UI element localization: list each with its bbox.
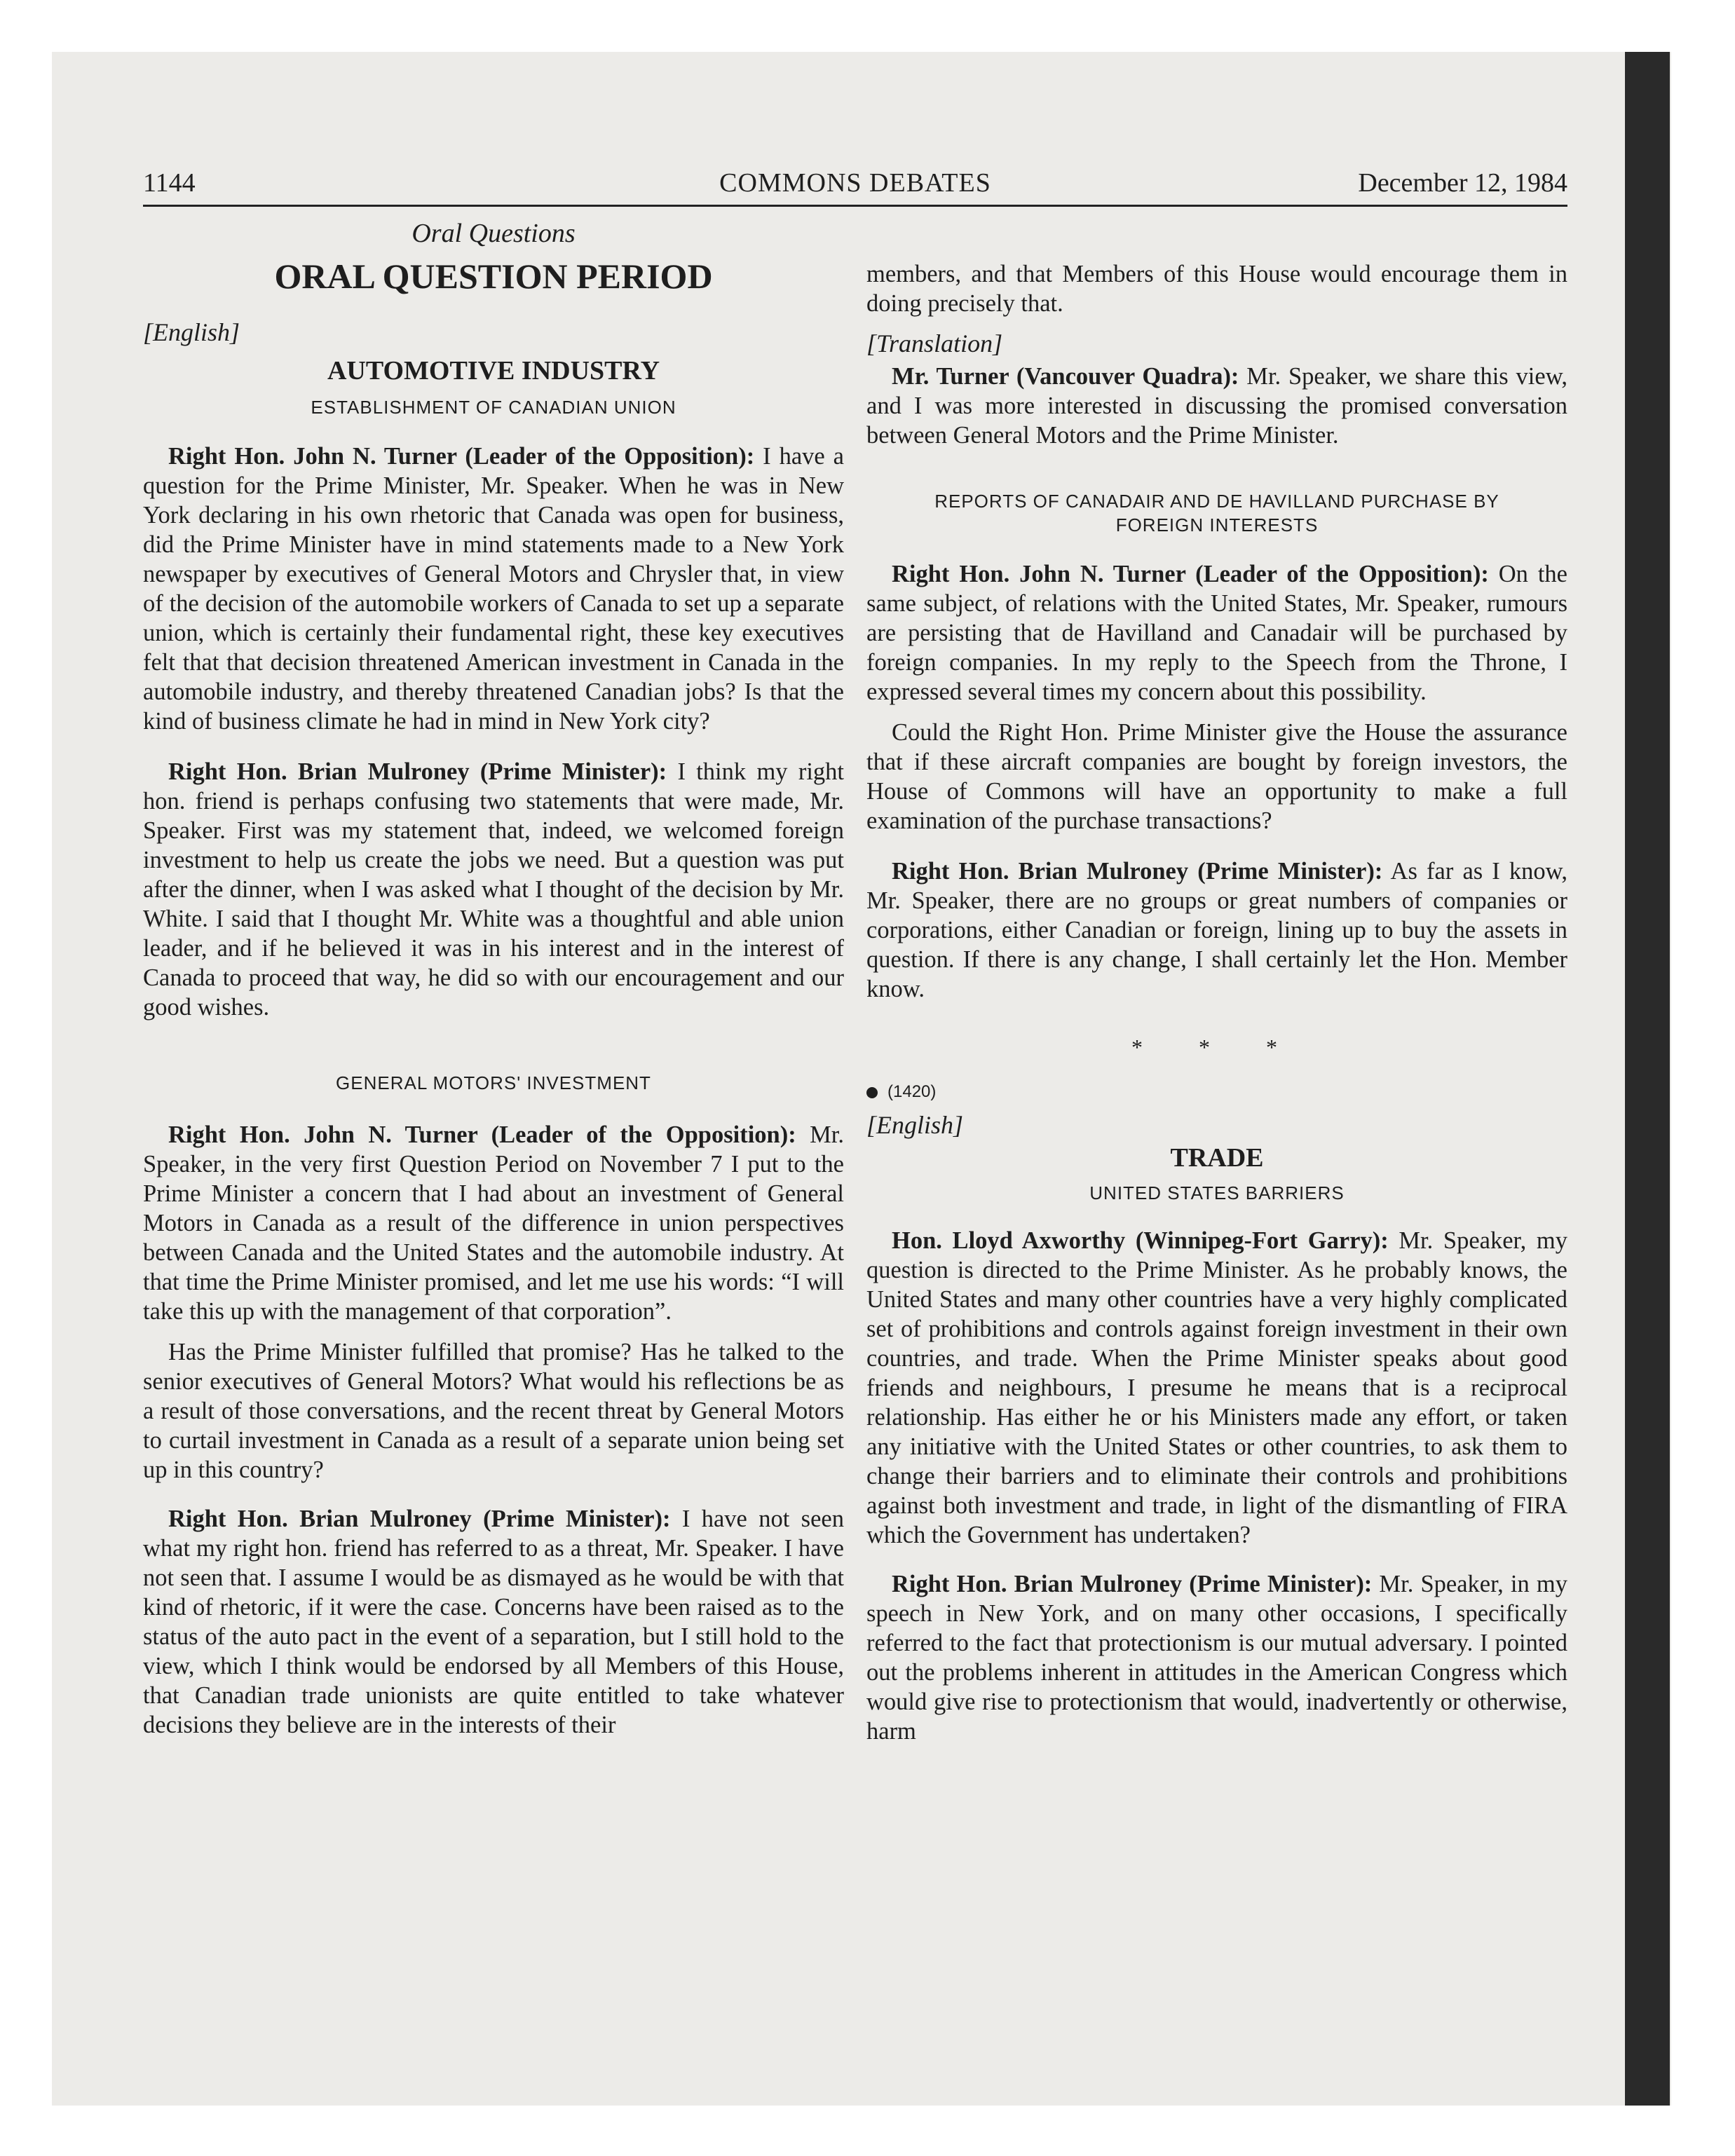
subtopic-heading: FOREIGN INTERESTS bbox=[1115, 514, 1319, 535]
speaker-name: Right Hon. Brian Mulroney (Prime Minister): bbox=[892, 1571, 1373, 1597]
publication-date: December 12, 1984 bbox=[1358, 168, 1567, 198]
right-column bbox=[866, 217, 1567, 1746]
speech-text: I have a question for the Prime Minister, Mr. Speaker. When he was in New York declaring in his own rhetoric that Canada was open for business, did the Prime Minister have in mind statements made to a New York newspaper by executives of General Motors and Chrysler that, in view of the decision of the automobile workers of Canada to set up a separate union, which is certainly their fundamental right, these key executives felt that that decision threatened American investment in Canada in the automobile industry, and thereby threatened Canadian jobs? Is that the kind of business climate he had in mind in New York city? bbox=[143, 443, 844, 735]
speaker-name: Right Hon. John N. Turner (Leader of the Opposition): bbox=[892, 561, 1489, 587]
speech-paragraph bbox=[143, 442, 844, 736]
language-note: [English] bbox=[143, 318, 240, 346]
time-mark bbox=[866, 1082, 1567, 1103]
speech-paragraph: Could the Right Hon. Prime Minister give the House the assurance that if these aircraft companies are bought by foreign investors, the House of Commons will have an opportunity to make a full examination of the purchase transactions? bbox=[866, 719, 1567, 834]
language-note: [Translation] bbox=[866, 329, 1003, 357]
speaker-name: Right Hon. John N. Turner (Leader of the Opposition): bbox=[168, 443, 755, 470]
speech-text: On the same subject, of relations with the United States, Mr. Speaker, rumours are persisting that de Havilland and Canadair will be purchased by foreign companies. In my reply to the Speech from the Throne, I expressed several times my concern about this possibility. bbox=[866, 561, 1567, 705]
subtopic-heading: ESTABLISHMENT OF CANADIAN UNION bbox=[311, 397, 676, 418]
main-title: ORAL QUESTION PERIOD bbox=[274, 257, 713, 296]
speech-paragraph bbox=[143, 1504, 844, 1740]
topic-heading: TRADE bbox=[1170, 1143, 1264, 1173]
speech-paragraph bbox=[866, 857, 1567, 1004]
time-mark-text: (1420) bbox=[887, 1082, 937, 1101]
speech-paragraph: Has the Prime Minister fulfilled that promise? Has he talked to the senior executives of General Motors? What would his reflections be as a result of those conversations, and the recent threat by General Motors to curtail investment in Canada as a result of a separate union being set up in this country? bbox=[143, 1339, 844, 1483]
speech-paragraph bbox=[866, 1226, 1567, 1550]
speech-text: Mr. Speaker, my question is directed to the Prime Minister. As he probably knows, the United States and many other countries have a very highly complicated set of prohibitions and controls against foreign investment in their own countries, and trade. When the Prime Minister speaks about good friends and neighbours, I presume he means that is a reciprocal relationship. Has either he or his Ministers made any effort, or taken any initiative with the United States or other countries, to ask them to change their barriers and to eliminate their controls and prohibitions against both investment and trade, in light of the dismantling of FIRA which the Government has undertaken? bbox=[866, 1227, 1567, 1548]
subtopic-heading: GENERAL MOTORS' INVESTMENT bbox=[336, 1072, 651, 1093]
speaker-name: Hon. Lloyd Axworthy (Winnipeg-Fort Garry): bbox=[892, 1227, 1389, 1254]
speech-paragraph bbox=[866, 559, 1567, 707]
speech-paragraph: members, and that Members of this House would encourage them in doing precisely that. bbox=[866, 261, 1567, 317]
speech-text: I have not seen what my right hon. friend has referred to as a threat, Mr. Speaker. I have not seen that. I assume I would be as dismayed as he would be with that kind of rhetoric, if it were the case. Concerns have been raised as to the status of the auto pact in the event of a separation, but I still hold to the view, which I think would be endorsed by all Members of this House, that Canadian trade unionists are quite entitled to take whatever decisions they believe are in the interests of their bbox=[143, 1506, 844, 1738]
speech-paragraph bbox=[143, 757, 844, 1022]
left-column bbox=[143, 217, 844, 1740]
speaker-name: Mr. Turner (Vancouver Quadra): bbox=[892, 363, 1239, 390]
section-separator: * * * bbox=[1131, 1035, 1302, 1060]
topic-heading: AUTOMOTIVE INDUSTRY bbox=[327, 356, 660, 386]
language-note: [English] bbox=[866, 1111, 964, 1139]
scan-edge-shadow bbox=[1625, 52, 1670, 2106]
speech-text: I think my right hon. friend is perhaps confusing two statements that were made, Mr. Speaker. First was my statement that, indeed, we welcomed foreign investment to help us create the jobs we need. But a question was put after the dinner, when I was asked what I thought of the decision by Mr. White. I said that I thought Mr. White was a thoughtful and able union leader, and if he believed it was in his interest and in the interest of Canada to proceed that way, he did so with our encouragement and our good wishes. bbox=[143, 758, 844, 1021]
speech-text: Mr. Speaker, in the very first Question Period on November 7 I put to the Prime Minister a concern that I had about an investment of General Motors in Canada as a result of the difference in union perspectives between Canada and the United States and the automobile industry. At that time the Prime Minister promised, and let me use his words: “I will take this up with the management of that corporation”. bbox=[143, 1121, 844, 1325]
speech-text: Mr. Speaker, we share this view, and I was more interested in discussing the promised conversation between General Motors and the Prime Minister. bbox=[866, 363, 1568, 449]
speaker-name: Right Hon. Brian Mulroney (Prime Minister): bbox=[892, 858, 1383, 885]
page-number: 1144 bbox=[143, 168, 196, 198]
bullet-icon bbox=[866, 1087, 878, 1098]
section-label: Oral Questions bbox=[411, 219, 576, 248]
speech-paragraph bbox=[866, 1569, 1567, 1746]
speech-text: As far as I know, Mr. Speaker, there are no groups or great numbers of companies or corporations, either Canadian or foreign, lining up to buy the assets in question. If there is any change, I shall certainly let the Hon. Member know. bbox=[866, 858, 1567, 1002]
subtopic-heading: UNITED STATES BARRIERS bbox=[1089, 1182, 1345, 1203]
speaker-name: Right Hon. John N. Turner (Leader of the Opposition): bbox=[168, 1121, 796, 1148]
speech-paragraph bbox=[143, 1120, 844, 1326]
speech-paragraph bbox=[866, 362, 1567, 450]
speaker-name: Right Hon. Brian Mulroney (Prime Minister): bbox=[168, 758, 667, 785]
subtopic-heading: REPORTS OF CANADAIR AND DE HAVILLAND PURCHASE BY bbox=[934, 491, 1499, 512]
page-header bbox=[143, 165, 1567, 207]
speaker-name: Right Hon. Brian Mulroney (Prime Minister): bbox=[168, 1506, 671, 1532]
publication-title: COMMONS DEBATES bbox=[719, 168, 991, 198]
speech-text: Mr. Speaker, in my speech in New York, and on many other occasions, I specifically referred to the fact that protectionism is our mutual adversary. I pointed out the problems inherent in attitudes in the American Congress which would give rise to protectionism that would, inadvertently or otherwise, harm bbox=[866, 1571, 1567, 1745]
